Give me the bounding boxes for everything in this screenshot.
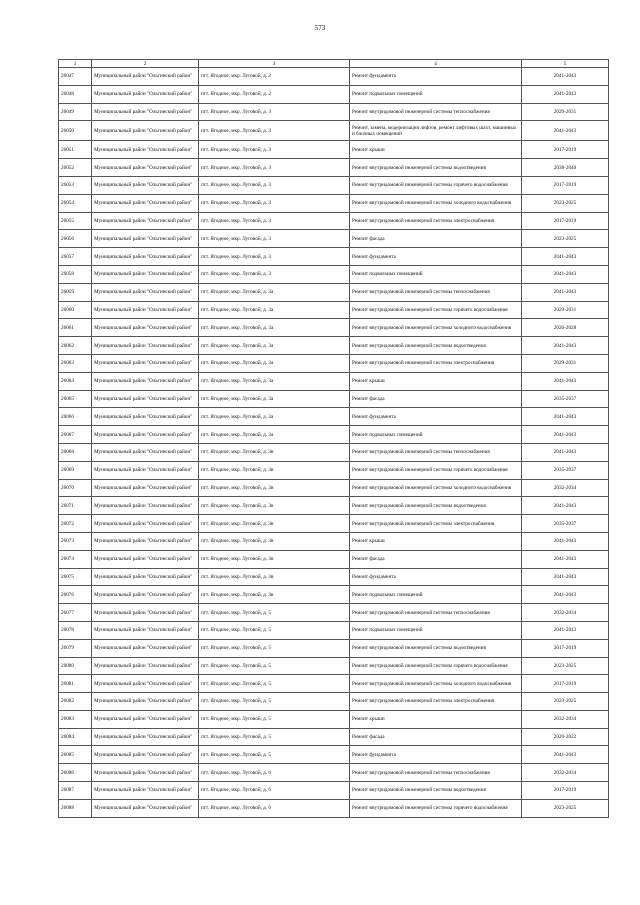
table-row	[59, 568, 609, 586]
cell-row-number: 26061	[59, 319, 92, 337]
table-row	[59, 782, 609, 800]
cell-address: пгт. Ягодное, мкр. Луговой, д. 3в	[199, 497, 350, 515]
cell-municipality: Муниципальный район "Ольгинский район"	[92, 639, 199, 657]
cell-work-type: Ремонт внутридомовой инженерной системы водоотведения	[350, 337, 522, 355]
cell-period: 2041-2043	[522, 337, 609, 355]
header-row	[59, 60, 609, 68]
table-row	[59, 390, 609, 408]
cell-period: 2035-2037	[522, 461, 609, 479]
cell-work-type: Ремонт внутридомовой инженерной системы горячего водоснабжения	[350, 301, 522, 319]
table-row	[59, 479, 609, 497]
cell-address: пгт. Ягодное, мкр. Луговой, д. 5	[199, 728, 350, 746]
cell-period: 2017-2019	[522, 639, 609, 657]
header-col-5: 5	[522, 60, 609, 68]
cell-row-number: 26080	[59, 657, 92, 675]
table-row	[59, 621, 609, 639]
cell-period: 2017-2019	[522, 782, 609, 800]
cell-row-number: 26075	[59, 568, 92, 586]
cell-row-number: 26081	[59, 675, 92, 693]
cell-period: 2017-2019	[522, 176, 609, 194]
cell-municipality: Муниципальный район "Ольгинский район"	[92, 85, 199, 103]
cell-period: 2017-2019	[522, 141, 609, 159]
cell-work-type: Ремонт фасада	[350, 550, 522, 568]
cell-address: пгт. Ягодное, мкр. Луговой, д. 3а	[199, 319, 350, 337]
table-row	[59, 121, 609, 141]
cell-address: пгт. Ягодное, мкр. Луговой, д. 2	[199, 85, 350, 103]
cell-work-type: Ремонт внутридомовой инженерной системы горячего водоснабжения	[350, 799, 522, 817]
cell-period: 2020-2022	[522, 728, 609, 746]
cell-municipality: Муниципальный район "Ольгинский район"	[92, 479, 199, 497]
table-row	[59, 710, 609, 728]
cell-address: пгт. Ягодное, мкр. Луговой, д. 5	[199, 693, 350, 711]
cell-municipality: Муниципальный район "Ольгинский район"	[92, 443, 199, 461]
cell-municipality: Муниципальный район "Ольгинский район"	[92, 515, 199, 533]
cell-row-number: 26062	[59, 337, 92, 355]
table-row	[59, 764, 609, 782]
table-row	[59, 532, 609, 550]
cell-address: пгт. Ягодное, мкр. Луговой, д. 3	[199, 176, 350, 194]
cell-period: 2017-2019	[522, 212, 609, 230]
cell-period: 2032-2034	[522, 764, 609, 782]
table-row	[59, 103, 609, 121]
cell-address: пгт. Ягодное, мкр. Луговой, д. 5	[199, 657, 350, 675]
cell-row-number: 26086	[59, 764, 92, 782]
cell-address: пгт. Ягодное, мкр. Луговой, д. 3а	[199, 337, 350, 355]
table-row	[59, 550, 609, 568]
cell-municipality: Муниципальный район "Ольгинский район"	[92, 675, 199, 693]
cell-address: пгт. Ягодное, мкр. Луговой, д. 6	[199, 782, 350, 800]
cell-period: 2023-2025	[522, 194, 609, 212]
table-row	[59, 354, 609, 372]
cell-row-number: 26074	[59, 550, 92, 568]
cell-address: пгт. Ягодное, мкр. Луговой, д. 5	[199, 746, 350, 764]
table-row	[59, 443, 609, 461]
cell-period: 2023-2025	[522, 799, 609, 817]
cell-work-type: Ремонт фасада	[350, 390, 522, 408]
cell-period: 2026-2028	[522, 319, 609, 337]
cell-period: 2032-2034	[522, 604, 609, 622]
cell-address: пгт. Ягодное, мкр. Луговой, д. 3а	[199, 408, 350, 426]
table-row	[59, 248, 609, 266]
cell-address: пгт. Ягодное, мкр. Луговой, д. 6	[199, 799, 350, 817]
cell-row-number: 26077	[59, 604, 92, 622]
cell-address: пгт. Ягодное, мкр. Луговой, д. 5	[199, 621, 350, 639]
cell-municipality: Муниципальный район "Ольгинский район"	[92, 390, 199, 408]
cell-work-type: Ремонт фундамента	[350, 408, 522, 426]
cell-address: пгт. Ягодное, мкр. Луговой, д. 5	[199, 675, 350, 693]
header-col-4: 4	[350, 60, 522, 68]
cell-work-type: Ремонт внутридомовой инженерной системы холодного водоснабжения	[350, 194, 522, 212]
cell-address: пгт. Ягодное, мкр. Луговой, д. 3в	[199, 479, 350, 497]
cell-work-type: Ремонт внутридомовой инженерной системы теплоснабжения	[350, 764, 522, 782]
cell-address: пгт. Ягодное, мкр. Луговой, д. 2	[199, 68, 350, 86]
cell-municipality: Муниципальный район "Ольгинский район"	[92, 212, 199, 230]
table-row	[59, 426, 609, 444]
cell-period: 2029-2031	[522, 301, 609, 319]
cell-address: пгт. Ягодное, мкр. Луговой, д. 3	[199, 121, 350, 141]
cell-period: 2041-2043	[522, 248, 609, 266]
cell-municipality: Муниципальный район "Ольгинский район"	[92, 568, 199, 586]
cell-row-number: 26051	[59, 141, 92, 159]
cell-municipality: Муниципальный район "Ольгинский район"	[92, 764, 199, 782]
cell-work-type: Ремонт фундамента	[350, 68, 522, 86]
cell-row-number: 26068	[59, 443, 92, 461]
header-col-3: 3	[199, 60, 350, 68]
cell-address: пгт. Ягодное, мкр. Луговой, д. 3в	[199, 568, 350, 586]
repair-schedule-table	[58, 59, 609, 818]
cell-address: пгт. Ягодное, мкр. Луговой, д. 3а	[199, 354, 350, 372]
cell-row-number: 26079	[59, 639, 92, 657]
cell-address: пгт. Ягодное, мкр. Луговой, д. 3в	[199, 550, 350, 568]
cell-work-type: Ремонт внутридомовой инженерной системы электроснабжения	[350, 693, 522, 711]
cell-address: пгт. Ягодное, мкр. Луговой, д. 3а	[199, 283, 350, 301]
cell-row-number: 26048	[59, 85, 92, 103]
cell-row-number: 26064	[59, 372, 92, 390]
table-row	[59, 283, 609, 301]
cell-municipality: Муниципальный район "Ольгинский район"	[92, 337, 199, 355]
cell-municipality: Муниципальный район "Ольгинский район"	[92, 354, 199, 372]
cell-row-number: 26052	[59, 159, 92, 177]
table-row	[59, 176, 609, 194]
cell-address: пгт. Ягодное, мкр. Луговой, д. 5	[199, 639, 350, 657]
cell-work-type: Ремонт фасада	[350, 230, 522, 248]
cell-period: 2041-2043	[522, 68, 609, 86]
cell-municipality: Муниципальный район "Ольгинский район"	[92, 230, 199, 248]
cell-municipality: Муниципальный район "Ольгинский район"	[92, 176, 199, 194]
cell-municipality: Муниципальный район "Ольгинский район"	[92, 301, 199, 319]
cell-municipality: Муниципальный район "Ольгинский район"	[92, 799, 199, 817]
cell-period: 2035-2037	[522, 390, 609, 408]
table-body	[59, 68, 609, 818]
table-row	[59, 337, 609, 355]
cell-period: 2029-2031	[522, 103, 609, 121]
cell-address: пгт. Ягодное, мкр. Луговой, д. 3в	[199, 443, 350, 461]
cell-municipality: Муниципальный район "Ольгинский район"	[92, 159, 199, 177]
cell-municipality: Муниципальный район "Ольгинский район"	[92, 782, 199, 800]
cell-row-number: 26058	[59, 265, 92, 283]
cell-address: пгт. Ягодное, мкр. Луговой, д. 3	[199, 194, 350, 212]
cell-row-number: 26049	[59, 103, 92, 121]
cell-work-type: Ремонт подвальных помещений	[350, 85, 522, 103]
cell-period: 2041-2043	[522, 408, 609, 426]
cell-period: 2041-2043	[522, 550, 609, 568]
cell-work-type: Ремонт внутридомовой инженерной системы теплоснабжения	[350, 103, 522, 121]
cell-work-type: Ремонт крыши	[350, 141, 522, 159]
cell-row-number: 26053	[59, 176, 92, 194]
cell-work-type: Ремонт внутридомовой инженерной системы водоотведения	[350, 159, 522, 177]
cell-address: пгт. Ягодное, мкр. Луговой, д. 3а	[199, 426, 350, 444]
cell-municipality: Муниципальный район "Ольгинский район"	[92, 497, 199, 515]
cell-municipality: Муниципальный район "Ольгинский район"	[92, 657, 199, 675]
table-row	[59, 408, 609, 426]
cell-period: 2032-2034	[522, 479, 609, 497]
cell-work-type: Ремонт подвальных помещений	[350, 586, 522, 604]
cell-municipality: Муниципальный район "Ольгинский район"	[92, 621, 199, 639]
table-row	[59, 675, 609, 693]
cell-municipality: Муниципальный район "Ольгинский район"	[92, 283, 199, 301]
cell-work-type: Ремонт внутридомовой инженерной системы горячего водоснабжения	[350, 461, 522, 479]
cell-work-type: Ремонт, замена, модернизация лифтов, ремонт лифтовых шахт, машинных и блочных помещений	[350, 121, 522, 141]
cell-work-type: Ремонт крыши	[350, 710, 522, 728]
cell-municipality: Муниципальный район "Ольгинский район"	[92, 372, 199, 390]
table-row	[59, 657, 609, 675]
cell-municipality: Муниципальный район "Ольгинский район"	[92, 532, 199, 550]
cell-work-type: Ремонт фундамента	[350, 568, 522, 586]
cell-address: пгт. Ягодное, мкр. Луговой, д. 3в	[199, 461, 350, 479]
table-row	[59, 141, 609, 159]
cell-row-number: 26050	[59, 121, 92, 141]
table-row	[59, 604, 609, 622]
cell-period: 2041-2043	[522, 443, 609, 461]
cell-period: 2041-2043	[522, 372, 609, 390]
cell-municipality: Муниципальный район "Ольгинский район"	[92, 746, 199, 764]
table-row	[59, 515, 609, 533]
cell-period: 2041-2043	[522, 586, 609, 604]
cell-address: пгт. Ягодное, мкр. Луговой, д. 3	[199, 103, 350, 121]
cell-address: пгт. Ягодное, мкр. Луговой, д. 3в	[199, 532, 350, 550]
page-number: 573	[314, 24, 326, 32]
cell-period: 2041-2043	[522, 426, 609, 444]
cell-row-number: 26065	[59, 390, 92, 408]
table-row	[59, 728, 609, 746]
cell-municipality: Муниципальный район "Ольгинский район"	[92, 68, 199, 86]
cell-row-number: 26057	[59, 248, 92, 266]
cell-work-type: Ремонт внутридомовой инженерной системы теплоснабжения	[350, 283, 522, 301]
cell-municipality: Муниципальный район "Ольгинский район"	[92, 693, 199, 711]
cell-address: пгт. Ягодное, мкр. Луговой, д. 3	[199, 212, 350, 230]
cell-work-type: Ремонт внутридомовой инженерной системы горячего водоснабжения	[350, 176, 522, 194]
table-row	[59, 372, 609, 390]
cell-work-type: Ремонт внутридомовой инженерной системы водоотведения	[350, 497, 522, 515]
cell-row-number: 26083	[59, 710, 92, 728]
cell-period: 2023-2025	[522, 230, 609, 248]
cell-row-number: 26069	[59, 461, 92, 479]
table-row	[59, 639, 609, 657]
cell-period: 2041-2043	[522, 283, 609, 301]
cell-address: пгт. Ягодное, мкр. Луговой, д. 3в	[199, 586, 350, 604]
cell-municipality: Муниципальный район "Ольгинский район"	[92, 550, 199, 568]
cell-period: 2041-2043	[522, 265, 609, 283]
cell-row-number: 26060	[59, 301, 92, 319]
cell-work-type: Ремонт подвальных помещений	[350, 621, 522, 639]
cell-row-number: 26085	[59, 746, 92, 764]
cell-work-type: Ремонт подвальных помещений	[350, 426, 522, 444]
cell-period: 2041-2043	[522, 746, 609, 764]
header-col-1: 1	[59, 60, 92, 68]
cell-municipality: Муниципальный район "Ольгинский район"	[92, 319, 199, 337]
cell-work-type: Ремонт внутридомовой инженерной системы теплоснабжения	[350, 443, 522, 461]
cell-row-number: 26073	[59, 532, 92, 550]
cell-period: 2017-2019	[522, 675, 609, 693]
cell-row-number: 26067	[59, 426, 92, 444]
cell-period: 2038-2040	[522, 159, 609, 177]
cell-work-type: Ремонт внутридомовой инженерной системы холодного водоснабжения	[350, 319, 522, 337]
cell-row-number: 26087	[59, 782, 92, 800]
cell-address: пгт. Ягодное, мкр. Луговой, д. 3а	[199, 390, 350, 408]
cell-row-number: 26072	[59, 515, 92, 533]
cell-row-number: 26078	[59, 621, 92, 639]
cell-address: пгт. Ягодное, мкр. Луговой, д. 3	[199, 265, 350, 283]
cell-address: пгт. Ягодное, мкр. Луговой, д. 3	[199, 159, 350, 177]
table-row	[59, 230, 609, 248]
cell-row-number: 26084	[59, 728, 92, 746]
cell-address: пгт. Ягодное, мкр. Луговой, д. 3а	[199, 372, 350, 390]
cell-work-type: Ремонт внутридомовой инженерной системы холодного водоснабжения	[350, 675, 522, 693]
table-header	[59, 60, 609, 68]
cell-work-type: Ремонт внутридомовой инженерной системы электроснабжения	[350, 354, 522, 372]
cell-municipality: Муниципальный район "Ольгинский район"	[92, 121, 199, 141]
table-row	[59, 746, 609, 764]
table-row	[59, 194, 609, 212]
cell-municipality: Муниципальный район "Ольгинский район"	[92, 461, 199, 479]
cell-municipality: Муниципальный район "Ольгинский район"	[92, 586, 199, 604]
cell-work-type: Ремонт подвальных помещений	[350, 265, 522, 283]
cell-row-number: 26070	[59, 479, 92, 497]
cell-municipality: Муниципальный район "Ольгинский район"	[92, 426, 199, 444]
cell-address: пгт. Ягодное, мкр. Луговой, д. 3	[199, 230, 350, 248]
cell-period: 2041-2043	[522, 621, 609, 639]
cell-municipality: Муниципальный район "Ольгинский район"	[92, 265, 199, 283]
cell-period: 2032-2034	[522, 710, 609, 728]
cell-row-number: 26056	[59, 230, 92, 248]
cell-period: 2041-2043	[522, 85, 609, 103]
cell-period: 2023-2025	[522, 657, 609, 675]
cell-period: 2041-2043	[522, 497, 609, 515]
cell-period: 2035-2037	[522, 515, 609, 533]
cell-work-type: Ремонт крыши	[350, 532, 522, 550]
cell-work-type: Ремонт фасада	[350, 728, 522, 746]
cell-row-number: 26059	[59, 283, 92, 301]
cell-municipality: Муниципальный район "Ольгинский район"	[92, 710, 199, 728]
cell-row-number: 26054	[59, 194, 92, 212]
cell-address: пгт. Ягодное, мкр. Луговой, д. 3	[199, 141, 350, 159]
cell-row-number: 26047	[59, 68, 92, 86]
cell-row-number: 26063	[59, 354, 92, 372]
cell-work-type: Ремонт внутридомовой инженерной системы электроснабжения	[350, 212, 522, 230]
cell-row-number: 26088	[59, 799, 92, 817]
cell-municipality: Муниципальный район "Ольгинский район"	[92, 408, 199, 426]
cell-address: пгт. Ягодное, мкр. Луговой, д. 5	[199, 604, 350, 622]
cell-work-type: Ремонт фундамента	[350, 248, 522, 266]
table-row	[59, 212, 609, 230]
cell-row-number: 26055	[59, 212, 92, 230]
cell-period: 2029-2031	[522, 354, 609, 372]
cell-period: 2041-2043	[522, 121, 609, 141]
table-row	[59, 461, 609, 479]
cell-address: пгт. Ягодное, мкр. Луговой, д. 3	[199, 248, 350, 266]
cell-address: пгт. Ягодное, мкр. Луговой, д. 3а	[199, 301, 350, 319]
cell-work-type: Ремонт фундамента	[350, 746, 522, 764]
table-row	[59, 265, 609, 283]
cell-row-number: 26082	[59, 693, 92, 711]
cell-work-type: Ремонт внутридомовой инженерной системы теплоснабжения	[350, 604, 522, 622]
cell-work-type: Ремонт внутридомовой инженерной системы электроснабжения	[350, 515, 522, 533]
table-row	[59, 85, 609, 103]
cell-municipality: Муниципальный район "Ольгинский район"	[92, 194, 199, 212]
cell-row-number: 26071	[59, 497, 92, 515]
table-row	[59, 799, 609, 817]
cell-municipality: Муниципальный район "Ольгинский район"	[92, 728, 199, 746]
cell-municipality: Муниципальный район "Ольгинский район"	[92, 103, 199, 121]
cell-work-type: Ремонт крыши	[350, 372, 522, 390]
cell-work-type: Ремонт внутридомовой инженерной системы водоотведения	[350, 639, 522, 657]
table-row	[59, 301, 609, 319]
cell-work-type: Ремонт внутридомовой инженерной системы холодного водоснабжения	[350, 479, 522, 497]
cell-work-type: Ремонт внутридомовой инженерной системы водоотведения	[350, 782, 522, 800]
cell-period: 2023-2025	[522, 693, 609, 711]
cell-municipality: Муниципальный район "Ольгинский район"	[92, 604, 199, 622]
table-row	[59, 497, 609, 515]
cell-row-number: 26076	[59, 586, 92, 604]
cell-municipality: Муниципальный район "Ольгинский район"	[92, 248, 199, 266]
table-row	[59, 319, 609, 337]
cell-period: 2041-2043	[522, 532, 609, 550]
table-row	[59, 586, 609, 604]
cell-municipality: Муниципальный район "Ольгинский район"	[92, 141, 199, 159]
table-row	[59, 693, 609, 711]
header-col-2: 2	[92, 60, 199, 68]
cell-work-type: Ремонт внутридомовой инженерной системы горячего водоснабжения	[350, 657, 522, 675]
cell-row-number: 26066	[59, 408, 92, 426]
table-row	[59, 159, 609, 177]
table-row	[59, 68, 609, 86]
cell-period: 2041-2043	[522, 568, 609, 586]
cell-address: пгт. Ягодное, мкр. Луговой, д. 3в	[199, 515, 350, 533]
cell-address: пгт. Ягодное, мкр. Луговой, д. 5	[199, 710, 350, 728]
cell-address: пгт. Ягодное, мкр. Луговой, д. 6	[199, 764, 350, 782]
